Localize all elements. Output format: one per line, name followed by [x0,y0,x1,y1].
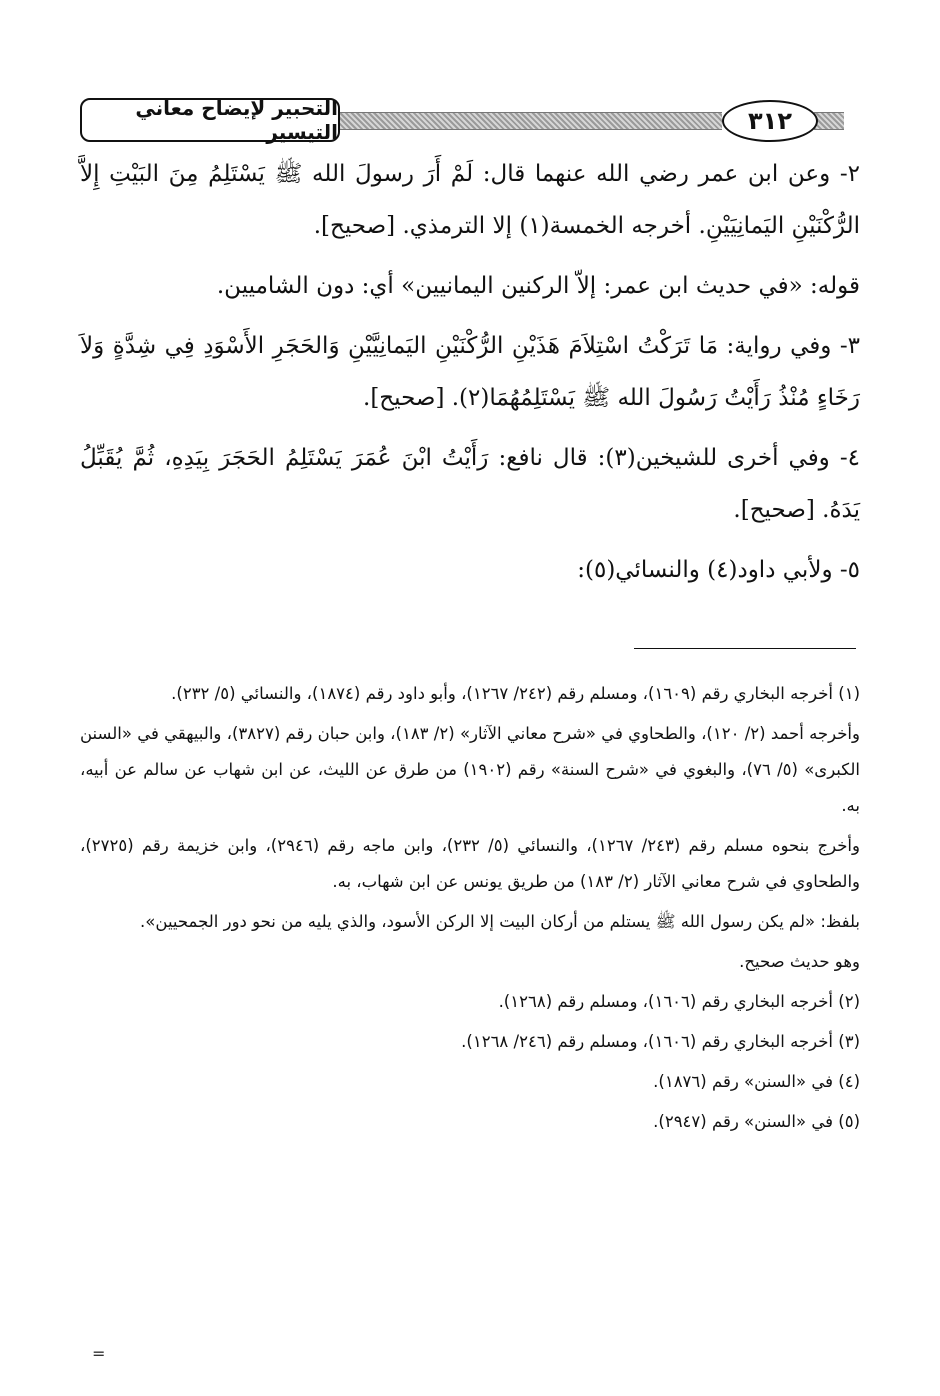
footnote-1: (١) أخرجه البخاري رقم (١٦٠٩)، ومسلم رقم (٢٤٢/ ١٢٦٧)، وأبو داود رقم (١٨٧٤)، والنسائي (٥/ ٢٣٢). [171,684,860,703]
footnote-5: (٥) في «السنن» رقم (٢٩٤٧). [653,1112,860,1131]
footnote-4: (٤) في «السنن» رقم (١٨٧٦). [653,1072,860,1091]
footnote-1-cont: وأخرج بنحوه مسلم رقم (٢٤٣/ ١٢٦٧)، والنسائي (٥/ ٢٣٢)، وابن ماجه رقم (٢٩٤٦)، وابن خزيمة رقم (٢٧٢٥)، والطحاوي في شرح معاني الآثار (٢/ ١٨٣) من طريق يونس عن ابن شهاب، به. [80,836,860,891]
hadith-4: ٤- وفي أخرى للشيخين(٣): قال نافع: رَأَيْتُ ابْنَ عُمَرَ يَسْتَلِمُ الحَجَرَ بِيَدِهِ، ثُمَّ يُقَبِّلُ يَدَهُ. [صحيح]. [80,445,860,523]
footnote-1-cont: وهو حديث صحيح. [739,952,860,971]
footnote-1-cont: وأخرجه أحمد (٢/ ١٢٠)، والطحاوي في «شرح معاني الآثار» (٢/ ١٨٣)، وابن حبان رقم (٣٨٢٧)، والبيهقي في «السنن الكبرى» (٥/ ٧٦)، والبغوي في «شرح السنة» رقم (١٩٠٢) من طرق عن الليث، عن ابن شهاب عن سالم عن أبيه، به. [80,724,861,815]
page-number: ٣١٢ [722,100,818,142]
hadith-3: ٣- وفي رواية: مَا تَرَكْتُ اسْتِلاَمَ هَذَيْنِ الرُّكْنَيْنِ اليَمانِيَّيْنِ وَالحَجَرِ الأَسْوَدِ فِي شِدَّةٍ وَلاَ رَخَاءٍ مُنْذُ رَأَيْتُ رَسُولَ الله ﷺ يَسْتَلِمُهُمَا(٢). [صحيح]. [80,333,860,411]
footnote-separator [634,648,856,649]
footnotes [80,676,860,1144]
corner-mark: = [92,1344,106,1363]
footnote-1-cont: بلفظ: «لم يكن رسول الله ﷺ يستلم من أركان البيت إلا الركن الأسود، والذي يليه من نحو دور الجمحيين». [140,912,860,931]
header-decorative-band [338,112,722,130]
main-text [80,148,860,604]
hadith-5: ٥- ولأبي داود(٤) والنسائي(٥): [577,557,860,583]
book-title: التحبير لإيضاح معاني التيسير [80,98,340,142]
footnote-2: (٢) أخرجه البخاري رقم (١٦٠٦)، ومسلم رقم (١٢٦٨). [498,992,860,1011]
commentary: قوله: «في حديث ابن عمر: إلاّ الركنين اليمانيين» أي: دون الشاميين. [216,273,860,299]
hadith-2: ٢- وعن ابن عمر رضي الله عنهما قال: لَمْ أَرَ رسولَ الله ﷺ يَسْتَلِمُ مِنَ البَيْتِ إِلاَّ الرُّكْنَيْنِ اليَمانِيَيْنِ. أخرجه الخمسة(١) إلا الترمذي. [صحيح]. [80,161,860,239]
footnote-3: (٣) أخرجه البخاري رقم (١٦٠٦)، ومسلم رقم (٢٤٦/ ١٢٦٨). [461,1032,860,1051]
header-decorative-band-end [814,112,844,130]
